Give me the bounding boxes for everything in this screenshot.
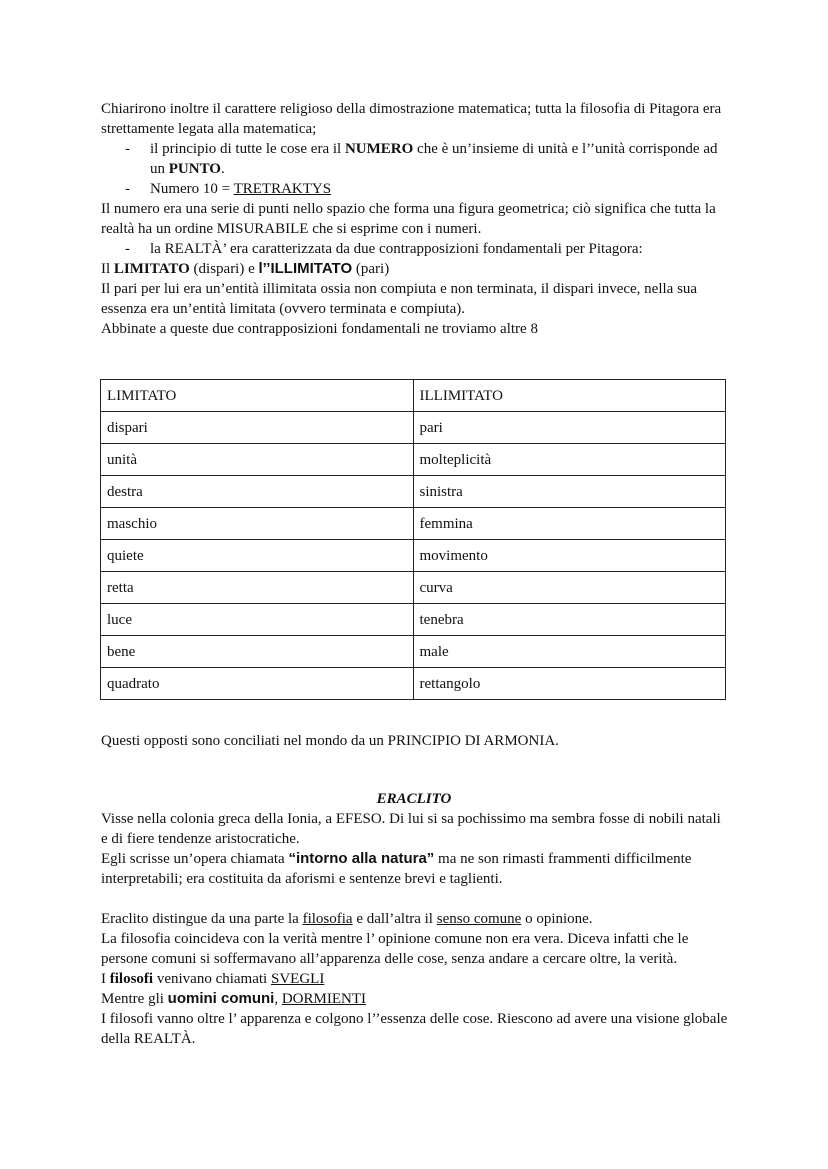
eraclito-p4: La filosofia coincideva con la verità mentre l’ opinione comune non era vera. Diceva infatti che le persone comuni si soffermavano all’apparenza delle cose, senza andare a cercare oltre, la verità. [101,931,689,967]
numero-list [101,139,731,199]
illimitato-cell: curva [413,572,726,604]
eraclito-p3 [101,909,731,929]
limitato-line [101,259,731,279]
table-row [101,668,726,700]
bullet-principio [101,139,731,179]
svegli-underline: SVEGLI [270,971,325,987]
limitato-cell: quadrato [101,668,414,700]
limitato-cell: quiete [101,540,414,572]
table-row [101,604,726,636]
eraclito-p7: I filosofi vanno oltre l’ apparenza e colgono l’’essenza delle cose. Riescono ad avere una visione globale della REALTÀ. [101,1011,728,1047]
uomini-comuni-bold: uomini comuni [167,990,275,1007]
dormienti-underline: DORMIENTI [281,991,366,1007]
line-text: (pari) [352,261,390,277]
limitato-cell: destra [101,476,414,508]
limitato-cell: unità [101,444,414,476]
bullet-text: . [220,161,225,177]
line-text: (dispari) e [189,261,259,277]
filosofia-underline: filosofia [302,911,353,927]
realta-list [101,239,731,259]
senso-comune-underline: senso comune [436,911,522,927]
limitato-bold: LIMITATO [113,261,190,277]
table-row [101,572,726,604]
bullet-realta: - la REALTÀ’ era caratterizzata da due contrapposizioni fondamentali per Pitagora: [101,239,731,259]
table-header-row [101,380,726,412]
limitato-cell: maschio [101,508,414,540]
illimitato-cell: pari [413,412,726,444]
bullet-text: che è un’insieme di unità e l’’unità corrisponde ad un [150,141,718,177]
bullet-numero-10 [101,179,731,199]
abbinate-paragraph: Abbinate a queste due contrapposizioni fondamentali ne troviamo altre 8 [101,321,538,337]
table-row [101,444,726,476]
eraclito-p1: Visse nella colonia greca della Ionia, a EFESO. Di lui si sa pochissimo ma sembra fosse di nobili natali e di fiere tendenze aristocratiche. [101,811,721,847]
tretraktys-underline: TRETRAKTYS [233,181,332,197]
armonia-paragraph [101,731,731,751]
limitato-cell: bene [101,636,414,668]
table-row [101,636,726,668]
line-text: , [274,991,282,1007]
table-row [101,476,726,508]
line-text: ma ne son rimasti frammenti difficilmente interpretabili; era costituita da aforismi e sentenze brevi e taglienti. [101,851,692,887]
line-text: o opinione. [521,911,593,927]
line-text: venivano chiamati [153,971,271,987]
line-text: Mentre gli [101,991,168,1007]
illimitato-cell: femmina [413,508,726,540]
eraclito-p6 [101,989,731,1009]
limitato-cell: dispari [101,412,414,444]
armonia-text: Questi opposti sono conciliati nel mondo da un PRINCIPIO DI ARMONIA. [101,733,559,749]
illimitato-cell: molteplicità [413,444,726,476]
illimitato-cell: movimento [413,540,726,572]
filosofi-bold: filosofi [109,971,154,987]
opera-title-bold: “intorno alla natura” [288,850,435,867]
line-text: Eraclito distingue da una parte la [101,911,303,927]
bullet-text: Numero 10 = [150,181,234,197]
line-text: Il [101,261,114,277]
line-text: Egli scrisse un’opera chiamata [101,851,289,867]
limitato-cell: retta [101,572,414,604]
illimitato-cell: male [413,636,726,668]
eraclito-p5 [101,969,731,989]
limitato-cell: LIMITATO [101,380,414,412]
eraclito-title: ERACLITO [376,791,452,807]
table-row [101,540,726,572]
illimitato-bold: l’’ILLIMITATO [258,260,353,277]
spacer [101,889,731,909]
illimitato-cell: sinistra [413,476,726,508]
illimitato-cell: rettangolo [413,668,726,700]
line-text: I [101,971,110,987]
pari-paragraph: Il pari per lui era un’entità illimitata ossia non compiuta e non terminata, il dispari invece, nella sua essenza era un’entità limitata (ovvero terminata e compiuta). [101,281,698,317]
table-row [101,412,726,444]
pitagora-section [101,99,731,339]
illimitato-cell: ILLIMITATO [413,380,726,412]
numero-bold: NUMERO [344,141,414,157]
limitato-cell: luce [101,604,414,636]
opposites-table [100,379,726,700]
bullet-text: il principio di tutte le cose era il [150,141,345,157]
table-row [101,508,726,540]
illimitato-cell: tenebra [413,604,726,636]
punti-paragraph: Il numero era una serie di punti nello spazio che forma una figura geometrica; ciò significa che tutta la realtà ha un ordine MISURABILE che si esprime con i numeri. [101,201,716,237]
opposites-table-body [101,380,726,700]
punto-bold: PUNTO [168,161,221,177]
line-text: e dall’altra il [352,911,437,927]
eraclito-p2 [101,849,731,889]
intro-paragraph: Chiarirono inoltre il carattere religioso della dimostrazione matematica; tutta la filosofia di Pitagora era strettamente legata alla matematica; [101,101,722,137]
eraclito-section [101,809,731,1049]
